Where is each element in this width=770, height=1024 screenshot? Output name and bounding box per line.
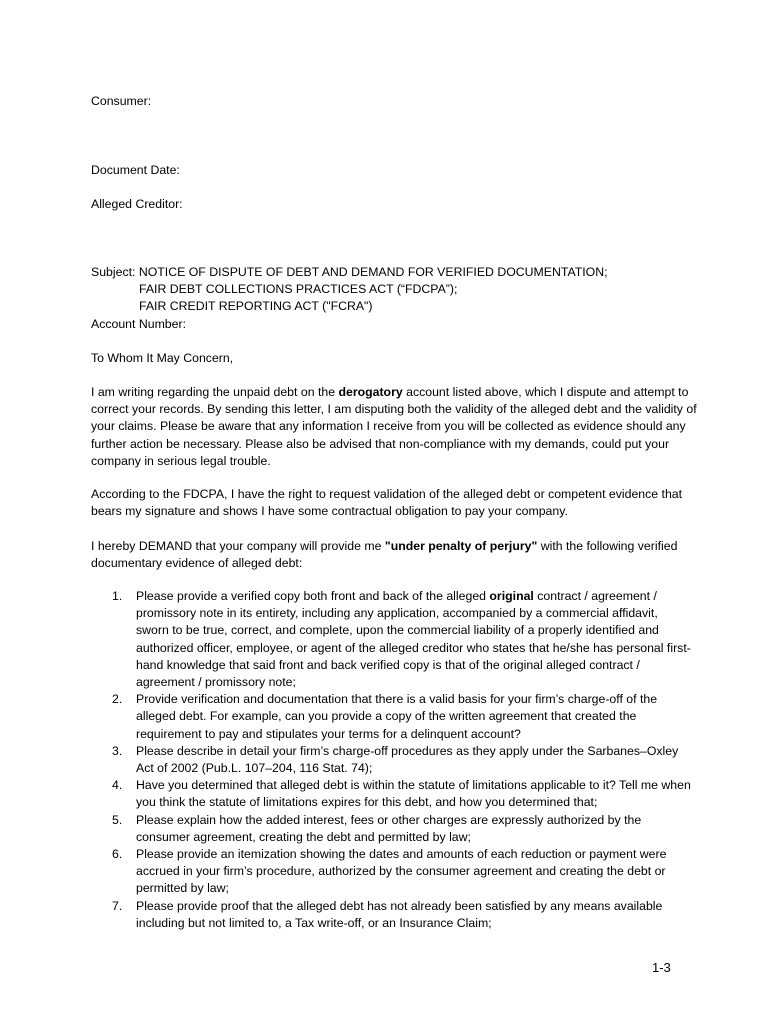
paragraph-demand-start: I hereby DEMAND that your company will provide me	[91, 539, 385, 553]
list-item-text: Please explain how the added interest, fees or other charges are expressly authorized by the consumer agreement, creating the debt and permitted by law;	[136, 812, 642, 844]
list-item-text: Please describe in detail your firm’s charge-off procedures as they apply under the Sarbanes–Oxley Act of 2002 (Pub.L. 107–204, 116 Stat. 74);	[136, 743, 679, 776]
paragraph-fdcpa-rights: According to the FDCPA, I have the right to request validation of the alleged debt or competent evidence that bears my signature and shows I have some contractual obligation to pay your company.	[91, 487, 683, 519]
list-item-text-start: Please provide a verified copy both front and back of the alleged	[136, 589, 490, 603]
list-item	[91, 812, 691, 846]
page-number: 1-3	[652, 960, 671, 975]
list-item-number: 5.	[112, 812, 123, 827]
list-item-number: 1.	[112, 589, 123, 603]
list-item-number: 7.	[112, 898, 123, 913]
list-item	[91, 846, 691, 898]
paragraph-intro	[91, 384, 711, 470]
list-item-number: 3.	[112, 743, 123, 758]
list-item-text-end: contract / agreement / promissory note in its entirety, including any application, accompanied by a commercial affidavit, sworn to be true, correct, and complete, upon the commercial liability of a properly identified and authorized officer, employee, or agent of the alleged creditor who states that he/she has personal first-hand knowledge that said front and back verified copy is that of the original alleged contract / agreement / promissory note;	[136, 589, 691, 690]
list-item-text: Please provide an itemization showing the dates and amounts of each reduction or payment were accrued in your firm’s procedure, authorized by the consumer agreement and creating the debt or permitted by law;	[136, 847, 667, 896]
list-item-text: Please provide proof that the alleged debt has not already been satisfied by any means available including but not limited to, a Tax write-off, or an Insurance Claim;	[136, 898, 663, 930]
alleged-creditor-label: Alleged Creditor:	[91, 197, 183, 211]
account-number-label: Account Number:	[91, 316, 187, 331]
subject-line-1: Subject: NOTICE OF DISPUTE OF DEBT AND DEMAND FOR VERIFIED DOCUMENTATION;	[91, 265, 608, 279]
subject-block	[91, 264, 711, 333]
list-item-text: Have you determined that alleged debt is within the statute of limitations applicable to it? Tell me when you think the statute of limitations expires for this debt, and how you determined that;	[136, 778, 691, 810]
paragraph-intro-bold: derogatory	[338, 385, 403, 399]
list-item	[91, 743, 691, 777]
list-item	[91, 691, 691, 743]
paragraph-demand	[91, 538, 711, 572]
list-item	[91, 588, 691, 691]
paragraph-demand-bold: "under penalty of perjury"	[384, 539, 538, 553]
paragraph-intro-start: I am writing regarding the unpaid debt on the	[91, 385, 339, 399]
list-item	[91, 898, 691, 932]
paragraph-intro-end: account listed above, which I dispute and attempt to correct your records. By sending this letter, I am disputing both the validity of the alleged debt and the validity of your claims. Please be aware that any information I receive from you will be collected as evidence should any further action be necessary. Please also be advised that non-compliance with my demands, could put your company in serious legal trouble.	[91, 385, 697, 468]
list-item-number: 4.	[112, 778, 123, 793]
list-item-text: Provide verification and documentation that there is a valid basis for your firm’s charge-off of the alleged debt. For example, can you provide a copy of the written agreement that created the requirement to pay and stipulates your terms for a delinquent account?	[136, 692, 658, 741]
subject-line-3: FAIR CREDIT REPORTING ACT ("FCRA")	[139, 299, 373, 314]
list-item-number: 6.	[112, 847, 123, 862]
consumer-label: Consumer:	[91, 94, 152, 108]
paragraph-demand-end: with the following verified documentary evidence of alleged debt:	[91, 539, 678, 571]
list-item-text-bold: original	[489, 589, 534, 603]
list-item	[91, 777, 691, 811]
salutation: To Whom It May Concern,	[91, 351, 234, 365]
demands-list	[91, 588, 691, 932]
subject-line-2: FAIR DEBT COLLECTIONS PRACTICES ACT (“FDCPA”);	[139, 282, 458, 297]
list-item-number: 2.	[112, 692, 123, 707]
document-date-label: Document Date:	[91, 163, 180, 177]
